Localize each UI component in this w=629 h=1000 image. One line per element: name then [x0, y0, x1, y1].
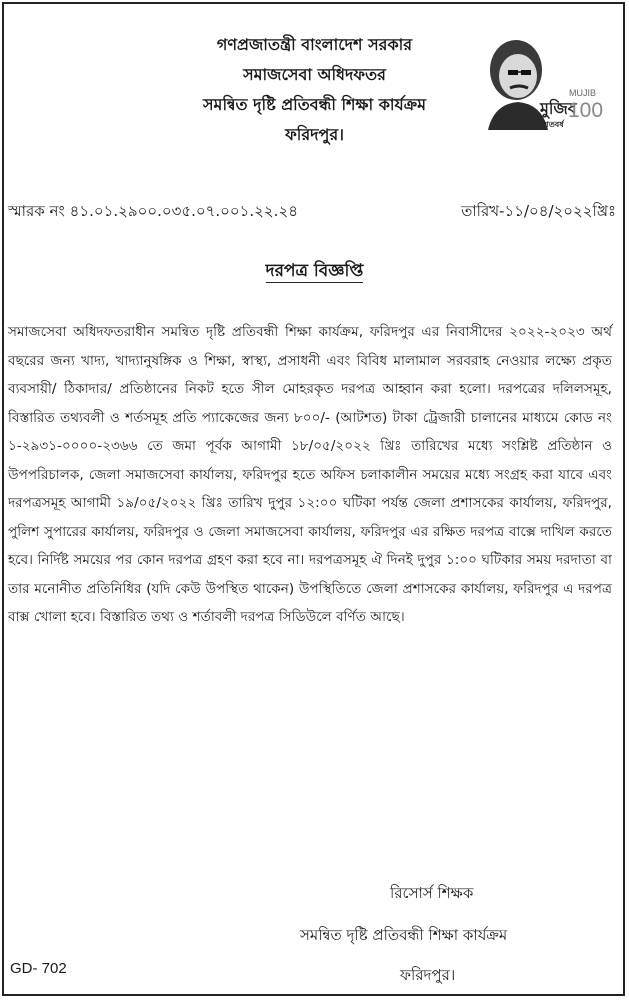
notice-title-text: দরপত্র বিজ্ঞপ্তি: [265, 261, 364, 281]
svg-text:শতবর্ষ: শতবর্ষ: [544, 120, 564, 129]
notice-title: [0, 258, 629, 286]
portrait-logo-graphic: [474, 30, 604, 130]
mujib-100-logo: [474, 30, 604, 130]
svg-text:MUJIB: MUJIB: [569, 88, 596, 98]
memo-number: স্মারক নং ৪১.০১.২৯০০.০৩৫.০৭.০০১.২২.২৪: [8, 202, 298, 220]
signatory-title: রিসোর্স শিক্ষক: [390, 884, 474, 902]
office-location: ফরিদপুর।: [285, 125, 344, 144]
notice-body-paragraph: সমাজসেবা অধিদফতরাধীন সমন্বিত দৃষ্টি প্রতিবন্ধী শিক্ষা কার্যক্রম, ফরিদপুর এর নিবাসীদের ২০২২-২০২৩ অর্থ বছরের জন্য খাদ্য, খাদ্যানুষঙ্গিক ও শিক্ষা, স্বাস্থ্য, প্রসাধনী এবং বিবিধ মালামাল সরবরাহ নেওয়ার লক্ষ্যে প্রকৃত ব্যবসায়ী/ ঠিকাদার/ প্রতিষ্ঠানের নিকট হতে সীল মোহরকৃত দরপত্র আহ্বান করা হলো। দরপত্রের দলিলসমূহ, বিস্তারিত তথ্যবলী ও শর্তসমূহ প্রতি প্যাকেজের জন্য ৮০০/- (আটশত) টাকা ট্রেজারী চালানের মাধ্যমে কোড নং ১-২৯৩১-০০০০-২৩৬৬ তে জমা পূর্বক আগামী ১৮/০৫/২০২২ খ্রিঃ তারিখের মধ্যে সংশ্লিষ্ট প্রতিষ্ঠান ও উপপরিচালক, জেলা সমাজসেবা কার্যালয়, ফরিদপুর হতে অফিস চলাকালীন সময়ের মধ্যে সংগ্রহ করা যাবে এবং দরপত্রসমূহ আগামী ১৯/০৫/২০২২ খ্রিঃ তারিখ দুপুর ১২:০০ ঘটিকা পর্যন্ত জেলা প্রশাসকের কার্যালয়, ফরিদপুর, পুলিশ সুপারের কার্যালয়, ফরিদপুর ও জেলা সমাজসেবা কার্যালয়, ফরিদপুর এর রক্ষিত দরপত্র বাক্সে দাখিল করতে হবে। নির্দিষ্ট সময়ের পর কোন দরপত্র গ্রহণ করা হবে না। দরপত্রসমূহ ঐ দিনই দুপুর ১:০০ ঘটিকার সময় দরদাতা বা তার মনোনীত প্রতিনিধির (যদি কেউ উপস্থিত থাকেন) উপস্থিতিতে জেলা প্রশাসকের কার্যালয়, ফরিদপুর এ দরপত্র বাক্স খোলা হবে। বিস্তারিত তথ্য ও শর্তাবলী দরপত্র সিডিউলে বর্ণিত আছে।: [8, 324, 612, 625]
department-name: সমাজসেবা অধিদফতর: [243, 65, 386, 84]
program-name: সমন্বিত দৃষ্টি প্রতিবন্ধী শিক্ষা কার্যক্রম: [202, 95, 427, 114]
memo-date: তারিখ-১১/০৪/২০২২খ্রিঃ: [461, 202, 616, 220]
govt-name: গণপ্রজাতন্ত্রী বাংলাদেশ সরকার: [216, 35, 413, 54]
signatory-location: ফরিদপুর।: [400, 966, 456, 984]
svg-text:মুজিব: মুজিব: [540, 99, 577, 118]
gd-code: GD- 702: [10, 960, 67, 977]
notice-body: [8, 318, 612, 632]
signatory-program: সমন্বিত দৃষ্টি প্রতিবন্ধী শিক্ষা কার্যক্রম: [300, 926, 508, 944]
svg-text:100: 100: [568, 99, 604, 122]
